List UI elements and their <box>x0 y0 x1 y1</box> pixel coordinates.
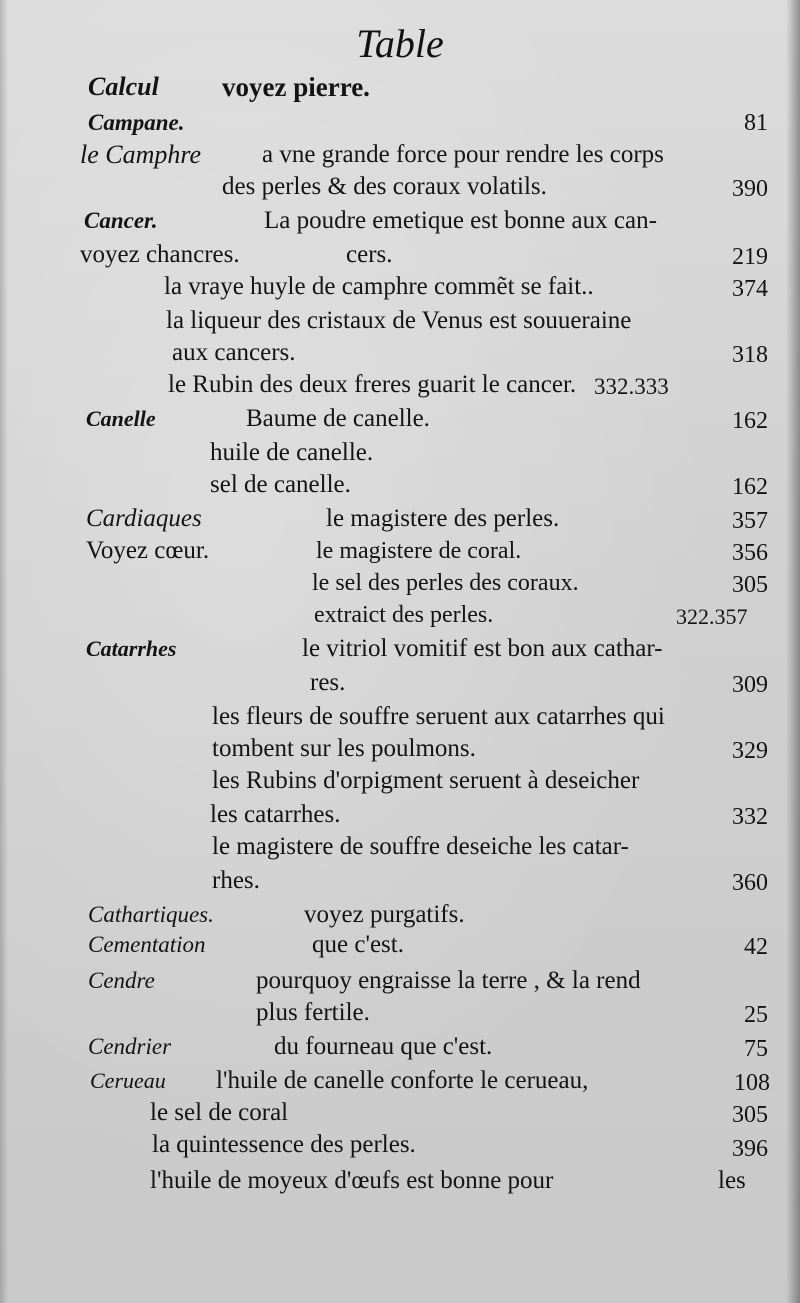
page-number: 309 <box>732 672 768 698</box>
page-number: 25 <box>744 1002 768 1028</box>
index-keyword: Catarrhes <box>86 636 177 661</box>
index-keyword: Cardiaques <box>86 505 202 532</box>
page-number: 322.357 <box>676 604 748 629</box>
page-number: 81 <box>744 110 768 136</box>
index-keyword: Cerueau <box>90 1068 166 1093</box>
index-text: l'huile de moyeux d'œufs est bonne pour <box>150 1167 554 1194</box>
page-number: 357 <box>732 508 768 534</box>
index-text: le sel des perles des coraux. <box>312 570 579 596</box>
index-text: plus fertile. <box>256 999 370 1026</box>
index-text: les fleurs de souffre seruent aux catarrhes qui <box>212 703 665 730</box>
index-text: l'huile de canelle conforte le cerueau, <box>216 1067 589 1094</box>
page-number: 374 <box>732 276 768 302</box>
page-number: 108 <box>734 1070 770 1096</box>
running-head: Table <box>356 21 444 66</box>
index-text: voyez pierre. <box>222 72 370 102</box>
page-number: 396 <box>732 1136 768 1162</box>
index-keyword: Cendrier <box>88 1034 172 1059</box>
index-text: le magistere de coral. <box>316 538 522 564</box>
page-number: 332 <box>732 804 768 830</box>
index-text: les Rubins d'orpigment seruent à deseicher <box>212 767 640 794</box>
index-keyword: Cendre <box>88 968 155 993</box>
index-text: le magistere des perles. <box>326 505 560 532</box>
index-text: que c'est. <box>312 931 404 958</box>
page-number: 356 <box>732 540 768 566</box>
page-right-shadow <box>786 0 800 1303</box>
index-text: Baume de canelle. <box>246 405 430 432</box>
index-text: pourquoy engraisse la terre , & la rend <box>256 967 641 994</box>
index-text: du fourneau que c'est. <box>274 1033 493 1060</box>
page-number: 329 <box>732 738 768 764</box>
index-text: aux cancers. <box>172 339 296 366</box>
index-text: la quintessence des perles. <box>152 1131 416 1158</box>
index-text: tombent sur les poulmons. <box>212 735 476 762</box>
page-number: 305 <box>732 572 768 598</box>
index-text: le magistere de souffre deseiche les catar- <box>212 833 629 860</box>
index-text: voyez chancres. <box>80 241 240 268</box>
page-left-shadow <box>0 0 8 1303</box>
index-text: des perles & des coraux volatils. <box>222 173 547 200</box>
index-keyword: Calcul <box>88 72 159 101</box>
index-keyword: Voyez cœur. <box>86 537 210 564</box>
index-keyword <box>80 140 201 170</box>
index-keyword: Cementation <box>88 932 206 957</box>
index-keyword: Campane. <box>88 110 185 135</box>
index-keyword-text: le Camphre <box>80 140 202 169</box>
page-number: 305 <box>732 1102 768 1128</box>
page-number: 318 <box>732 342 768 368</box>
index-text: a vne grande force pour rendre les corps <box>262 141 664 168</box>
index-text: extraict des perles. <box>314 602 494 628</box>
page-number: 332.333 <box>594 374 669 399</box>
index-text: le Rubin des deux freres guarit le cancer. <box>168 371 577 398</box>
index-text-continuation: les <box>718 1167 746 1194</box>
index-text: sel de canelle. <box>210 471 351 498</box>
index-text: le vitriol vomitif est bon aux cathar- <box>302 635 663 662</box>
index-text: la vraye huyle de camphre commẽt se fait.. <box>164 273 594 300</box>
index-text-continuation: cers. <box>346 241 393 268</box>
page-number: 75 <box>744 1036 768 1062</box>
page-number: 42 <box>744 934 768 960</box>
page-number: 162 <box>732 408 768 434</box>
index-text: huile de canelle. <box>210 439 374 466</box>
index-text: le sel de coral <box>150 1099 289 1126</box>
index-text: res. <box>310 669 346 696</box>
index-text: La poudre emetique est bonne aux can- <box>264 207 657 234</box>
page-number: 390 <box>732 176 768 202</box>
page-number: 219 <box>732 244 768 270</box>
index-keyword: Canelle <box>86 406 156 431</box>
index-keyword: Cathartiques. <box>88 902 214 927</box>
index-text: rhes. <box>212 867 260 894</box>
index-text: voyez purgatifs. <box>304 901 465 928</box>
index-text: la liqueur des cristaux de Venus est souueraine <box>166 307 632 334</box>
page-number: 360 <box>732 870 768 896</box>
index-text: les catarrhes. <box>210 801 341 828</box>
index-keyword: Cancer. <box>84 208 158 233</box>
page-number: 162 <box>732 474 768 500</box>
